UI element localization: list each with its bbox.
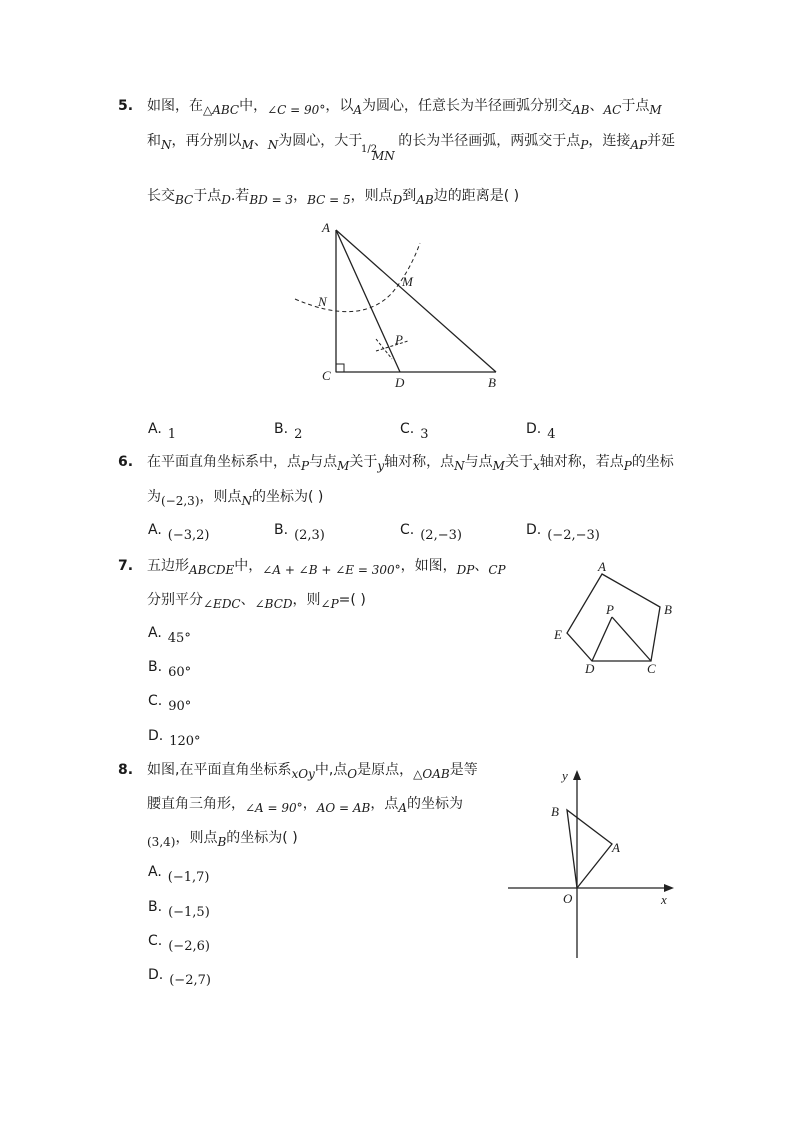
option-a[interactable]: A. (−1,7) <box>148 864 210 885</box>
pentagon-figure <box>545 555 685 680</box>
segment-ab <box>336 230 496 372</box>
triangle-oab <box>567 810 612 888</box>
question-line-1: 如图,在平面直角坐标系xOy中,点O是原点，△OAB是等 <box>147 762 478 781</box>
segment-cp <box>612 617 651 661</box>
right-angle-mark <box>336 364 344 372</box>
label-b: B <box>488 375 496 390</box>
option-a[interactable]: A. 1 <box>148 421 177 442</box>
option-d[interactable]: D. (−2,7) <box>148 967 211 988</box>
segment-mn: MN <box>372 149 395 163</box>
option-c[interactable]: C. (−2,6) <box>148 933 210 954</box>
label-p: P <box>606 602 614 617</box>
option-b[interactable]: B. (2,3) <box>274 522 325 543</box>
question-number: 5. <box>118 98 134 114</box>
option-b[interactable]: B. (−1,5) <box>148 899 210 920</box>
question-line-2: 分别平分∠EDC、∠BCD，则∠P=( ) <box>147 592 366 611</box>
label-d: D <box>585 661 595 676</box>
label-c: C <box>322 368 331 383</box>
label-n: N <box>318 294 327 309</box>
coordinate-figure <box>500 760 685 965</box>
x-axis-arrow <box>664 884 674 892</box>
question-line-3: (3,4)，则点B的坐标为( ) <box>147 830 298 849</box>
option-b[interactable]: B. 2 <box>274 421 303 442</box>
label-o: O <box>563 891 573 906</box>
option-d[interactable]: D. (−2,−3) <box>526 522 600 543</box>
question-number: 7. <box>118 558 134 574</box>
label-y: y <box>562 768 568 783</box>
label-x: x <box>661 892 667 907</box>
option-d[interactable]: D. 4 <box>526 421 556 442</box>
question-number: 6. <box>118 454 134 470</box>
y-axis-arrow <box>573 770 581 780</box>
label-e: E <box>554 627 562 642</box>
option-c[interactable]: C. (2,−3) <box>400 522 462 543</box>
pentagon-abcde <box>567 574 660 661</box>
fraction-half: 1/2 <box>361 144 378 155</box>
option-a[interactable]: A. (−3,2) <box>148 522 210 543</box>
question-line-1: 如图，在△ABC中，∠C = 90°，以A为圆心，任意长为半径画弧分别交AB、AC于点M <box>147 98 662 117</box>
option-c[interactable]: C. 90° <box>148 693 192 714</box>
question-line-1: 五边形ABCDE中，∠A + ∠B + ∠E = 300°，如图，DP、CP <box>147 558 506 577</box>
arc-p-1 <box>376 341 408 351</box>
label-d: D <box>395 375 405 390</box>
segment-dp <box>592 617 612 661</box>
question-line-2: 腰直角三角形，∠A = 90°，AO = AB，点A的坐标为 <box>147 796 464 815</box>
question-number: 8. <box>118 762 134 778</box>
triangle-figure <box>280 215 520 395</box>
label-c: C <box>647 661 656 676</box>
label-m: M <box>402 274 413 289</box>
option-a[interactable]: A. 45° <box>148 625 191 646</box>
question-line-3: 长交BC于点D.若BD = 3，BC = 5，则点D到AB边的距离是( ) <box>147 188 520 207</box>
question-line-2: 和N，再分别以M、N为圆心，大于 的长为半径画弧，两弧交于点P，连接AP并延 <box>147 133 676 152</box>
option-d[interactable]: D. 120° <box>148 728 201 749</box>
option-c[interactable]: C. 3 <box>400 421 429 442</box>
option-b[interactable]: B. 60° <box>148 659 192 680</box>
label-a: A <box>322 220 330 235</box>
label-b: B <box>664 602 672 617</box>
question-line-2: 为(−2,3)，则点N的坐标为( ) <box>147 489 324 508</box>
label-p: P <box>395 332 403 347</box>
question-line-1: 在平面直角坐标系中，点P与点M关于y轴对称，点N与点M关于x轴对称，若点P的坐标 <box>147 454 674 473</box>
segment-ad <box>336 230 400 372</box>
label-a: A <box>598 559 606 574</box>
label-a: A <box>612 840 620 855</box>
label-b: B <box>551 804 559 819</box>
